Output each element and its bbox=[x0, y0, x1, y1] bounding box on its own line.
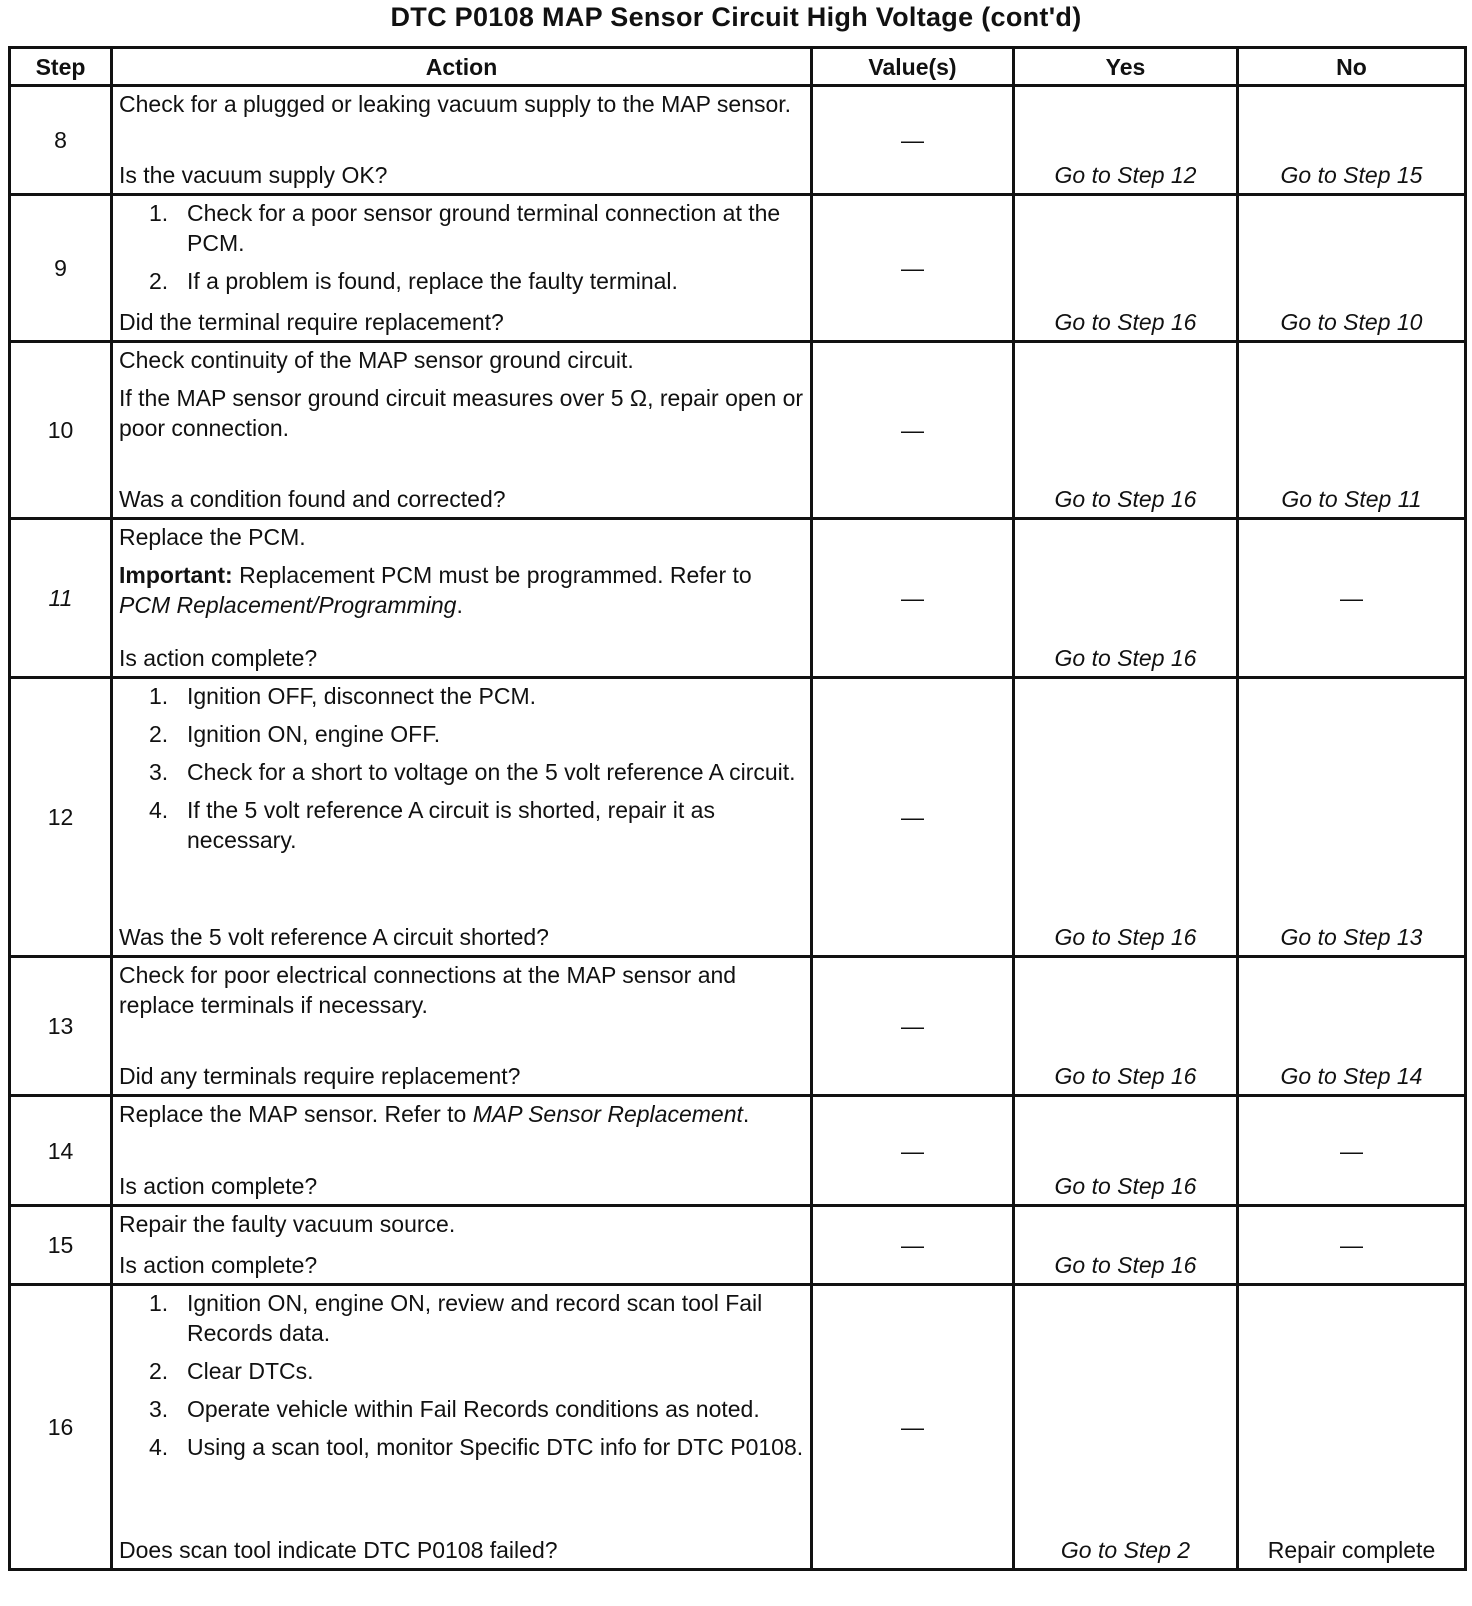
action-question: Is action complete? bbox=[119, 1252, 318, 1278]
action-question: Did the terminal require replacement? bbox=[119, 309, 504, 335]
yes-result: Go to Step 16 bbox=[1014, 957, 1238, 1096]
no-result: Go to Step 14 bbox=[1238, 957, 1466, 1096]
no-result: Go to Step 11 bbox=[1238, 342, 1466, 519]
value-cell: — bbox=[812, 678, 1014, 957]
value-cell: — bbox=[812, 519, 1014, 678]
item-number: 1. bbox=[149, 1290, 169, 1316]
table-row bbox=[10, 1285, 1466, 1570]
item-number: 1. bbox=[149, 683, 169, 709]
action-text-end: . bbox=[742, 1101, 750, 1127]
step-number: 9 bbox=[10, 195, 112, 342]
action-list-item bbox=[119, 198, 804, 258]
important-end: . bbox=[456, 592, 463, 618]
no-result: Go to Step 10 bbox=[1238, 195, 1466, 342]
step-number: 13 bbox=[10, 957, 112, 1096]
header-step: Step bbox=[10, 48, 112, 86]
action-cell bbox=[112, 519, 812, 678]
action-cell bbox=[112, 957, 812, 1096]
action-list-item bbox=[119, 1356, 804, 1386]
item-text: Clear DTCs. bbox=[187, 1358, 314, 1384]
action-question: Does scan tool indicate DTC P0108 failed? bbox=[119, 1537, 558, 1563]
no-result: Repair complete bbox=[1238, 1285, 1466, 1570]
item-text: Ignition ON, engine ON, review and record scan tool Fail Records data. bbox=[187, 1290, 763, 1346]
diagnostic-table bbox=[8, 46, 1467, 1571]
important-label: Important: bbox=[119, 562, 233, 588]
action-list-item bbox=[119, 795, 804, 855]
table-row bbox=[10, 519, 1466, 678]
action-list-item bbox=[119, 1288, 804, 1348]
important-text: Replacement PCM must be programmed. Refer to bbox=[232, 562, 752, 588]
action-text bbox=[119, 1099, 804, 1129]
value-cell: — bbox=[812, 957, 1014, 1096]
item-text: Check for a poor sensor ground terminal connection at the PCM. bbox=[187, 200, 781, 256]
item-text: Check for a short to voltage on the 5 volt reference A circuit. bbox=[187, 759, 796, 785]
value-cell: — bbox=[812, 86, 1014, 195]
value-cell: — bbox=[812, 1206, 1014, 1285]
item-number: 2. bbox=[149, 721, 169, 747]
action-text: Check continuity of the MAP sensor ground circuit. bbox=[119, 347, 634, 373]
action-text: Repair the faulty vacuum source. bbox=[119, 1211, 456, 1237]
yes-result: Go to Step 16 bbox=[1014, 1206, 1238, 1285]
action-cell bbox=[112, 678, 812, 957]
action-list-item bbox=[119, 1394, 804, 1424]
action-cell bbox=[112, 1285, 812, 1570]
item-text: Ignition OFF, disconnect the PCM. bbox=[187, 683, 536, 709]
step-number: 8 bbox=[10, 86, 112, 195]
yes-result: Go to Step 16 bbox=[1014, 1096, 1238, 1206]
action-question: Did any terminals require replacement? bbox=[119, 1063, 521, 1089]
table-row bbox=[10, 1096, 1466, 1206]
action-list-item bbox=[119, 757, 804, 787]
action-list-item bbox=[119, 266, 804, 296]
no-result: — bbox=[1238, 1096, 1466, 1206]
header-row bbox=[10, 48, 1466, 86]
value-cell: — bbox=[812, 342, 1014, 519]
table-row bbox=[10, 678, 1466, 957]
value-cell: — bbox=[812, 1096, 1014, 1206]
step-number: 12 bbox=[10, 678, 112, 957]
action-question: Is action complete? bbox=[119, 1173, 318, 1199]
item-number: 3. bbox=[149, 759, 169, 785]
action-list-item bbox=[119, 681, 804, 711]
header-action: Action bbox=[112, 48, 812, 86]
item-number: 4. bbox=[149, 1434, 169, 1460]
action-cell bbox=[112, 342, 812, 519]
step-number: 16 bbox=[10, 1285, 112, 1570]
no-result: — bbox=[1238, 519, 1466, 678]
step-number: 14 bbox=[10, 1096, 112, 1206]
value-cell: — bbox=[812, 195, 1014, 342]
action-text: Replace the PCM. bbox=[119, 524, 306, 550]
action-list-item bbox=[119, 719, 804, 749]
action-text: Check for poor electrical connections at the MAP sensor and replace terminals if necessary. bbox=[119, 962, 737, 1018]
no-result: Go to Step 13 bbox=[1238, 678, 1466, 957]
yes-result: Go to Step 16 bbox=[1014, 195, 1238, 342]
item-number: 4. bbox=[149, 797, 169, 823]
no-result: — bbox=[1238, 1206, 1466, 1285]
yes-result: Go to Step 16 bbox=[1014, 519, 1238, 678]
table-row bbox=[10, 342, 1466, 519]
header-values: Value(s) bbox=[812, 48, 1014, 86]
action-cell bbox=[112, 195, 812, 342]
action-text: Check for a plugged or leaking vacuum supply to the MAP sensor. bbox=[119, 91, 792, 117]
action-cell bbox=[112, 86, 812, 195]
item-number: 2. bbox=[149, 268, 169, 294]
step-number: 11 bbox=[10, 519, 112, 678]
procedure-reference: PCM Replacement/Programming bbox=[119, 592, 457, 618]
no-result: Go to Step 15 bbox=[1238, 86, 1466, 195]
item-text: If the 5 volt reference A circuit is shorted, repair it as necessary. bbox=[187, 797, 715, 853]
action-text: If the MAP sensor ground circuit measures over 5 Ω, repair open or poor connection. bbox=[119, 385, 804, 441]
yes-result: Go to Step 16 bbox=[1014, 342, 1238, 519]
action-cell bbox=[112, 1096, 812, 1206]
page-title: DTC P0108 MAP Sensor Circuit High Voltage (cont'd) bbox=[390, 2, 1082, 32]
table-row bbox=[10, 195, 1466, 342]
yes-result: Go to Step 12 bbox=[1014, 86, 1238, 195]
item-text: If a problem is found, replace the faulty terminal. bbox=[187, 268, 678, 294]
item-text: Using a scan tool, monitor Specific DTC info for DTC P0108. bbox=[187, 1434, 804, 1460]
table-row bbox=[10, 86, 1466, 195]
step-number: 15 bbox=[10, 1206, 112, 1285]
table-row bbox=[10, 1206, 1466, 1285]
important-note bbox=[119, 560, 804, 620]
item-number: 2. bbox=[149, 1358, 169, 1384]
action-question: Is the vacuum supply OK? bbox=[119, 162, 388, 188]
header-yes: Yes bbox=[1014, 48, 1238, 86]
table-row bbox=[10, 957, 1466, 1096]
yes-result: Go to Step 16 bbox=[1014, 678, 1238, 957]
item-text: Operate vehicle within Fail Records conditions as noted. bbox=[187, 1396, 760, 1422]
item-number: 3. bbox=[149, 1396, 169, 1422]
action-text-part: Replace the MAP sensor. Refer to bbox=[119, 1101, 473, 1127]
step-number: 10 bbox=[10, 342, 112, 519]
action-question: Was the 5 volt reference A circuit shorted? bbox=[119, 924, 549, 950]
action-list-item bbox=[119, 1432, 804, 1462]
header-no: No bbox=[1238, 48, 1466, 86]
item-number: 1. bbox=[149, 200, 169, 226]
action-cell bbox=[112, 1206, 812, 1285]
action-question: Is action complete? bbox=[119, 645, 318, 671]
yes-result: Go to Step 2 bbox=[1014, 1285, 1238, 1570]
item-text: Ignition ON, engine OFF. bbox=[187, 721, 441, 747]
action-question: Was a condition found and corrected? bbox=[119, 486, 506, 512]
procedure-reference: MAP Sensor Replacement bbox=[472, 1101, 743, 1127]
value-cell: — bbox=[812, 1285, 1014, 1570]
